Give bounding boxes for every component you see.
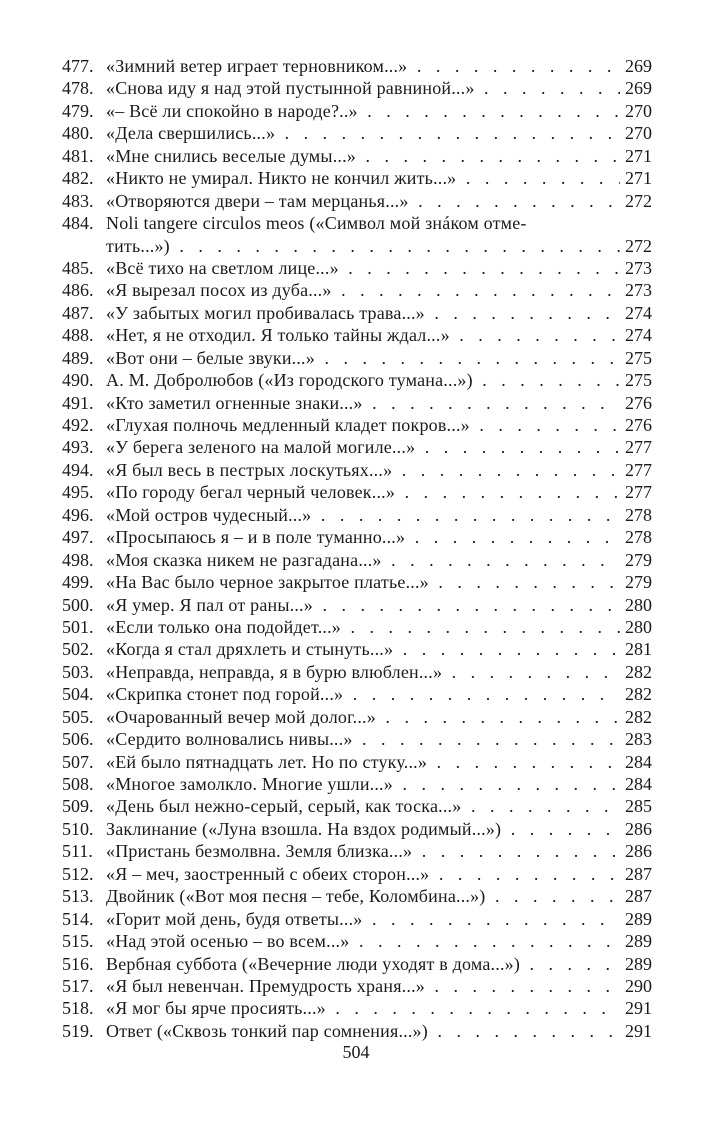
entry-title: «День был нежно-серый, серый, как тоска...» . . . [106, 795, 620, 817]
entry-number: 496. [62, 504, 94, 525]
entry-page-number: 282 [625, 661, 652, 682]
entry-number: 513. [62, 886, 94, 907]
entry-page-number: 289 [625, 908, 652, 929]
toc-entry [0, 863, 712, 885]
entry-number: 495. [62, 482, 94, 503]
entry-title: «У берега зеленого на малой могиле...» . . . [106, 436, 620, 458]
toc-entry [0, 347, 712, 369]
entry-title: «Вот они – белые звуки...» . . . [106, 347, 620, 369]
entry-page-number: 286 [625, 841, 652, 862]
entry-number: 491. [62, 392, 94, 413]
entry-page-number: 271 [625, 168, 652, 189]
toc-entry [0, 616, 712, 638]
entry-number: 484. [62, 213, 94, 234]
entry-title: «Сердито волновались нивы...» . . . [106, 728, 620, 750]
toc-entry [0, 683, 712, 705]
entry-number: 489. [62, 347, 94, 368]
entry-page-number: 273 [625, 257, 652, 278]
entry-title: тить...») . . . [106, 235, 620, 257]
entry-number: 485. [62, 257, 94, 278]
toc-entry [0, 100, 712, 122]
entry-page-number: 274 [625, 302, 652, 323]
entry-number: 498. [62, 549, 94, 570]
entry-number: 505. [62, 706, 94, 727]
entry-title: Заклинание («Луна взошла. На вздох родимый...») . . . [106, 818, 620, 840]
entry-page-number: 284 [625, 751, 652, 772]
entry-page-number: 275 [625, 347, 652, 368]
entry-number: 477. [62, 56, 94, 76]
entry-title: «Многое замолкло. Многие ушли...» . . . [106, 773, 620, 795]
toc-entry [0, 392, 712, 414]
entry-page-number: 285 [625, 796, 652, 817]
toc-entry [0, 257, 712, 279]
toc-entry [0, 369, 712, 391]
toc-entry [0, 751, 712, 773]
entry-title: «Мне снились веселые думы...» . . . [106, 145, 620, 167]
entry-title: «– Всё ли спокойно в народе?..» . . . [106, 100, 620, 122]
entry-page-number: 282 [625, 684, 652, 705]
toc-entry [0, 795, 712, 817]
entry-number: 500. [62, 594, 94, 615]
entry-title: «Глухая полночь медленный кладет покров...» . . . [106, 414, 620, 436]
entry-title: «Мой остров чудесный...» . . . [106, 504, 620, 526]
entry-title: «Дела свершились...» . . . [106, 122, 620, 144]
entry-page-number: 291 [625, 998, 652, 1019]
entry-page-number: 270 [625, 123, 652, 144]
entry-number: 486. [62, 280, 94, 301]
entry-number: 504. [62, 684, 94, 705]
toc-entry [0, 167, 712, 189]
entry-page-number: 273 [625, 280, 652, 301]
toc-entry [0, 145, 712, 167]
entry-title: Двойник («Вот моя песня – тебе, Коломбина...») . . . [106, 885, 620, 907]
entry-number: 503. [62, 661, 94, 682]
entry-title: «Ей было пятнадцать лет. Но по стуку...» . . . [106, 751, 620, 773]
entry-title: Вербная суббота («Вечерние люди уходят в дома...») . . . [106, 953, 620, 975]
entry-title: «Очарованный вечер мой долог...» . . . [106, 706, 620, 728]
entry-number: 502. [62, 639, 94, 660]
entry-title: «Нет, я не отходил. Я только тайны ждал...» . . . [106, 324, 620, 346]
entry-page-number: 276 [625, 392, 652, 413]
toc-entry [0, 481, 712, 503]
toc-entry [0, 706, 712, 728]
entry-page-number: 289 [625, 931, 652, 952]
entry-page-number: 277 [625, 482, 652, 503]
entry-number: 514. [62, 908, 94, 929]
toc-entry [0, 212, 712, 234]
entry-title: «Горит мой день, будя ответы...» . . . [106, 908, 620, 930]
entry-title: «Над этой осенью – во всем...» . . . [106, 930, 620, 952]
toc-entry [0, 594, 712, 616]
toc-entry [0, 661, 712, 683]
toc-entry [0, 55, 712, 77]
entry-number: 490. [62, 370, 94, 391]
entry-number: 482. [62, 168, 94, 189]
entry-title: «Моя сказка никем не разгадана...» . . . [106, 549, 620, 571]
toc-entry [0, 975, 712, 997]
entry-title: «Просыпаюсь я – и в поле туманно...» . . . [106, 526, 620, 548]
entry-title: А. М. Добролюбов («Из городского тумана...») . . . [106, 369, 620, 391]
toc-entry [0, 504, 712, 526]
entry-page-number: 278 [625, 527, 652, 548]
toc-entry [0, 908, 712, 930]
entry-page-number: 279 [625, 572, 652, 593]
entry-number: 481. [62, 145, 94, 166]
entry-number: 478. [62, 78, 94, 99]
entry-number: 492. [62, 415, 94, 435]
entry-page-number: 276 [625, 415, 652, 435]
entry-page-number: 277 [625, 437, 652, 458]
toc-entry [0, 728, 712, 750]
entry-number: 497. [62, 527, 94, 548]
entry-title: «Я был невенчан. Премудрость храня...» . . . [106, 975, 620, 997]
entry-page-number: 289 [625, 953, 652, 974]
entry-title: «Я умер. Я пал от раны...» . . . [106, 594, 620, 616]
entry-number: 480. [62, 123, 94, 144]
entry-number: 519. [62, 1020, 94, 1041]
entry-number: 510. [62, 818, 94, 839]
toc-entry [0, 840, 712, 862]
entry-number: 499. [62, 572, 94, 593]
entry-title: «Я – меч, заостренный с обеих сторон...» . . . [106, 863, 620, 885]
entry-page-number: 272 [625, 190, 652, 211]
entry-number: 487. [62, 302, 94, 323]
entry-title: «По городу бегал черный человек...» . . . [106, 481, 620, 503]
entry-page-number: 275 [625, 370, 652, 391]
entry-page-number: 287 [625, 863, 652, 884]
entry-number: 511. [62, 841, 93, 862]
entry-page-number: 271 [625, 145, 652, 166]
entry-page-number: 281 [625, 639, 652, 660]
entry-page-number: 279 [625, 549, 652, 570]
entry-number: 494. [62, 459, 94, 480]
entry-title: «Скрипка стонет под горой...» . . . [106, 683, 620, 705]
entry-number: 512. [62, 863, 94, 884]
entry-number: 479. [62, 100, 94, 121]
entry-page-number: 280 [625, 616, 652, 637]
entry-title: Ответ («Сквозь тонкий пар сомнения...») . . . [106, 1020, 620, 1042]
toc-entry [0, 885, 712, 907]
entry-number: 517. [62, 975, 94, 996]
entry-title: «Неправда, неправда, я в бурю влюблен...» . . . [106, 661, 620, 683]
entry-number: 516. [62, 953, 94, 974]
entry-number: 518. [62, 998, 94, 1019]
entry-title: «Я был весь в пестрых лоскутьях...» . . . [106, 459, 620, 481]
toc-entry [0, 302, 712, 324]
entry-page-number: 282 [625, 706, 652, 727]
toc-entry [0, 77, 712, 99]
entry-page-number: 291 [625, 1020, 652, 1041]
page-number: 504 [342, 1042, 370, 1062]
toc-entry [0, 414, 712, 436]
entry-number: 515. [62, 931, 94, 952]
entry-title: «Никто не умирал. Никто не кончил жить...» . . . [106, 167, 620, 189]
entry-title: «Кто заметил огненные знаки...» . . . [106, 392, 620, 414]
entry-page-number: 270 [625, 100, 652, 121]
toc-entry [0, 818, 712, 840]
entry-title: «На Вас было черное закрытое платье...» . . . [106, 571, 620, 593]
entry-number: 501. [62, 616, 94, 637]
entry-number: 509. [62, 796, 94, 817]
entry-page-number: 269 [625, 78, 652, 99]
entry-title: «Я вырезал посох из дуба...» . . . [106, 279, 620, 301]
toc-entry [0, 436, 712, 458]
toc-entry [0, 1020, 712, 1042]
entry-number: 488. [62, 325, 94, 346]
entry-number: 508. [62, 774, 94, 794]
entry-title: «Если только она подойдет...» . . . [106, 616, 620, 638]
entry-title: «Отворяются двери – там мерцанья...» . . . [106, 190, 620, 212]
entry-number: 493. [62, 437, 94, 458]
toc-entry [0, 773, 712, 795]
entry-number: 506. [62, 729, 94, 750]
toc-entry [0, 122, 712, 144]
toc-entry [0, 279, 712, 301]
entry-page-number: 290 [625, 975, 652, 996]
toc-entry [0, 235, 712, 257]
entry-page-number: 278 [625, 504, 652, 525]
toc-entry [0, 571, 712, 593]
entry-page-number: 277 [625, 459, 652, 480]
entry-page-number: 269 [625, 56, 652, 76]
entry-page-number: 280 [625, 594, 652, 615]
toc-entry [0, 459, 712, 481]
toc-entry [0, 526, 712, 548]
table-of-contents [0, 55, 712, 1042]
toc-entry [0, 190, 712, 212]
entry-page-number: 283 [625, 729, 652, 750]
entry-page-number: 287 [625, 886, 652, 907]
entry-number: 483. [62, 190, 94, 211]
toc-entry [0, 638, 712, 660]
entry-title: «Снова иду я над этой пустынной равниной...» . . . [106, 77, 620, 99]
entry-page-number: 272 [625, 235, 652, 256]
entry-title: «Зимний ветер играет терновником...» . . . [106, 55, 620, 77]
entry-title: «Я мог бы ярче просиять...» . . . [106, 997, 620, 1019]
toc-entry [0, 930, 712, 952]
entry-title: Noli tangere circulos meos («Символ мой знáком отме- [106, 213, 527, 234]
entry-number: 507. [62, 751, 94, 772]
toc-entry [0, 549, 712, 571]
entry-page-number: 284 [625, 774, 652, 794]
entry-title: «У забытых могил пробивалась трава...» . . . [106, 302, 620, 324]
entry-page-number: 274 [625, 325, 652, 346]
entry-page-number: 286 [625, 818, 652, 839]
toc-entry [0, 324, 712, 346]
entry-title: «Когда я стал дряхлеть и стынуть...» . . . [106, 638, 620, 660]
entry-title: «Всё тихо на светлом лице...» . . . [106, 257, 620, 279]
toc-entry [0, 953, 712, 975]
toc-entry [0, 997, 712, 1019]
entry-title: «Пристань безмолвна. Земля близка...» . . . [106, 840, 620, 862]
